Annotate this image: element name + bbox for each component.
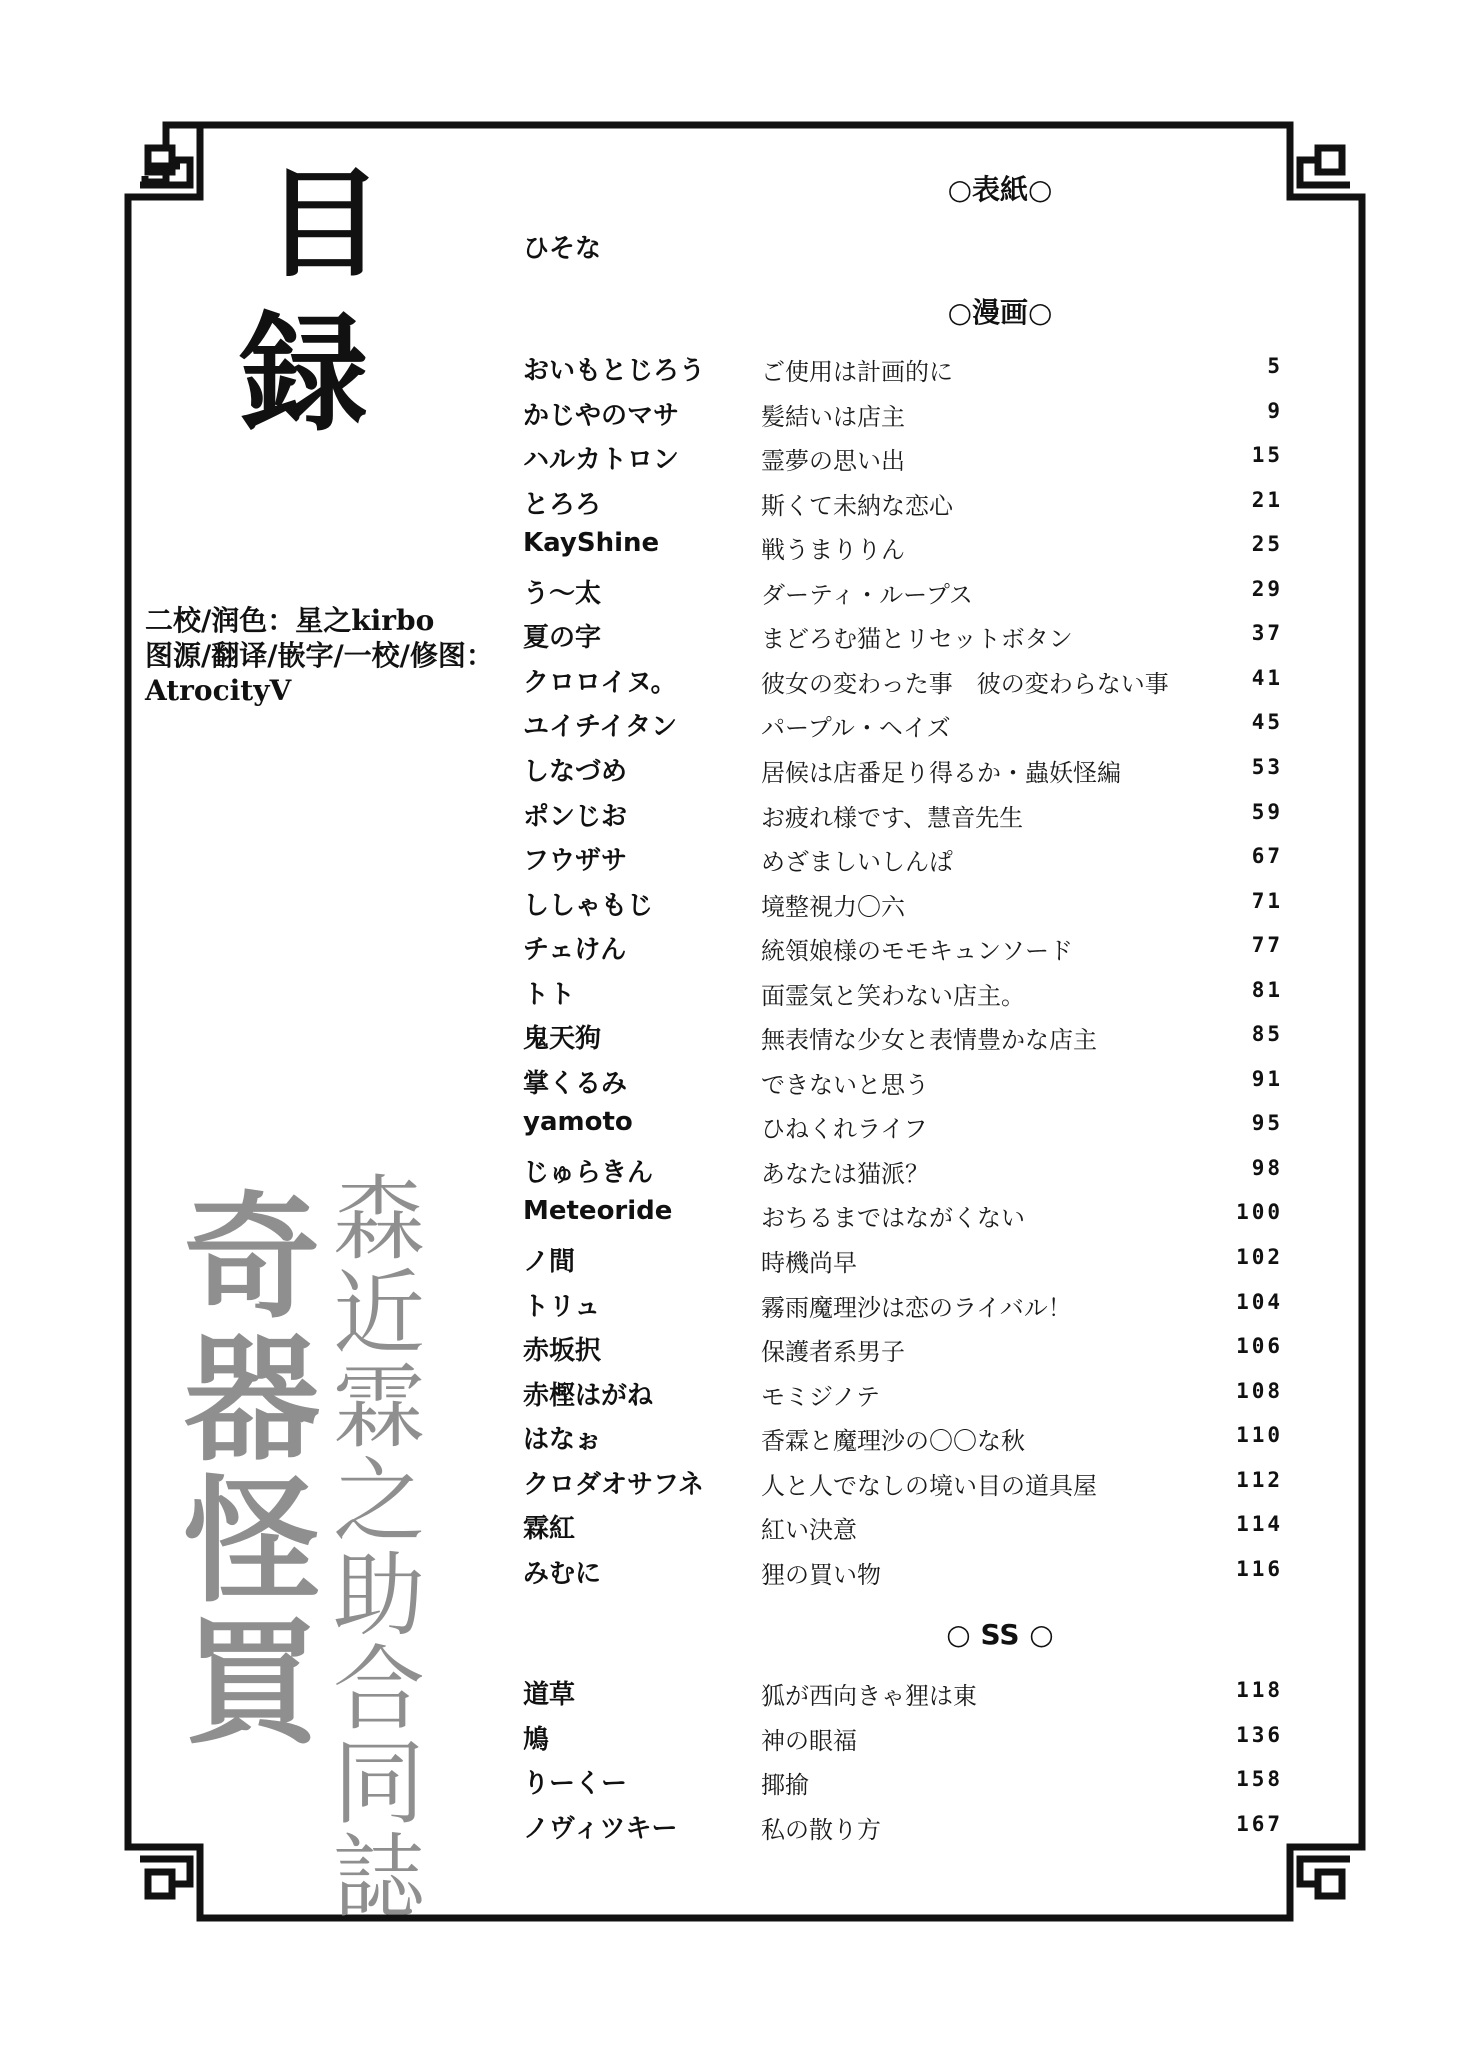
toc-entry xyxy=(523,1194,1283,1234)
toc-title: 香霖と魔理沙の〇〇な秋 xyxy=(761,1427,1025,1456)
credits-line-2: 图源/翻译/嵌字/一校/修图： xyxy=(145,639,494,672)
corner-square-bottom-right xyxy=(1318,1872,1342,1896)
toc-page-number: 95 xyxy=(1251,1111,1283,1136)
toc-entry xyxy=(523,1506,1283,1546)
toc-page-number: 71 xyxy=(1251,888,1283,913)
toc-author: Meteoride xyxy=(523,1196,673,1227)
toc-author: 鳩 xyxy=(523,1724,550,1755)
toc-entry xyxy=(523,1016,1283,1056)
toc-author: 掌くるみ xyxy=(523,1068,628,1099)
heading-char-2: 録 xyxy=(240,299,369,449)
toc-page-number: 158 xyxy=(1236,1767,1283,1792)
book-subtitle-vertical: 森近霖之助合同誌 xyxy=(318,1170,425,1922)
toc-title: 斯くて未納な恋心 xyxy=(761,491,953,520)
toc-author: おいもとじろう xyxy=(523,356,706,386)
toc-title: モミジノテ xyxy=(761,1382,881,1411)
toc-title: 霊夢の思い出 xyxy=(761,447,905,476)
toc-entry xyxy=(523,1150,1283,1190)
toc-page-number: 9 xyxy=(1267,398,1283,423)
toc-page-number: 45 xyxy=(1251,710,1283,735)
toc-author: りーくー xyxy=(523,1769,628,1800)
section-heading-cover: ○表紙○ xyxy=(947,173,1053,206)
toc-page-number: 41 xyxy=(1251,665,1283,690)
toc-page-number: 114 xyxy=(1236,1512,1283,1537)
toc-page-number: 53 xyxy=(1251,754,1283,779)
toc-page-number: 136 xyxy=(1236,1722,1283,1747)
toc-entry xyxy=(523,1373,1283,1413)
toc-author: 赤樫はがね xyxy=(523,1380,654,1411)
toc-entry xyxy=(523,838,1283,878)
toc-entry xyxy=(523,615,1283,655)
toc-title: 狸の買い物 xyxy=(761,1560,881,1589)
toc-author: はなぉ xyxy=(523,1425,602,1456)
toc-title: 揶揄 xyxy=(761,1771,809,1800)
toc-title: 狐が西向きゃ狸は東 xyxy=(761,1682,977,1710)
toc-page-number: 100 xyxy=(1236,1200,1283,1225)
toc-entry xyxy=(523,927,1283,967)
toc-title: できないと思う xyxy=(761,1070,929,1099)
toc-title: パープル・ヘイズ xyxy=(761,714,951,743)
toc-page-number: 59 xyxy=(1251,799,1283,824)
toc-page-number: 81 xyxy=(1251,977,1283,1002)
toc-author: う～太 xyxy=(523,578,602,609)
credits-line-3: AtrocityV xyxy=(145,674,292,707)
toc-title: 境整視力〇六 xyxy=(761,892,905,921)
toc-author: ハルカトロン xyxy=(523,445,680,476)
toc-entry xyxy=(523,1672,1283,1712)
toc-author: ノ間 xyxy=(523,1247,576,1277)
corner-square-bottom-left xyxy=(148,1872,172,1896)
toc-title: 保護者系男子 xyxy=(761,1338,905,1367)
toc-author: しなづめ xyxy=(523,756,628,787)
toc-entry xyxy=(523,1717,1283,1757)
toc-entry xyxy=(523,704,1283,744)
toc-page-number: 116 xyxy=(1236,1556,1283,1581)
toc-author: トリュ xyxy=(523,1291,601,1322)
toc-page-number: 5 xyxy=(1267,354,1283,378)
toc-title: 神の眼福 xyxy=(761,1726,857,1755)
toc-entry xyxy=(523,1061,1283,1101)
toc-page-number: 110 xyxy=(1236,1423,1283,1448)
toc-author: ユイチイタン xyxy=(523,712,678,743)
toc-title: 居候は店番足り得るか・蟲妖怪編 xyxy=(761,758,1121,787)
toc-author: 霖紅 xyxy=(523,1514,576,1545)
toc-title: 無表情な少女と表情豊かな店主 xyxy=(761,1026,1097,1055)
toc-page-number: 85 xyxy=(1251,1022,1283,1047)
toc-title: 髪結いは店主 xyxy=(761,402,905,431)
toc-entry xyxy=(523,749,1283,789)
toc-author: じゅらきん xyxy=(523,1157,654,1188)
toc-entry xyxy=(523,883,1283,923)
toc-page-number: 108 xyxy=(1236,1378,1283,1403)
toc-entry xyxy=(523,1806,1283,1846)
toc-author: ポンじお xyxy=(523,801,628,832)
credits-line-1: 二校/润色：星之kirbo xyxy=(145,604,435,637)
toc-author: クロロイヌ。 xyxy=(523,667,677,698)
toc-author: KayShine xyxy=(523,528,660,559)
toc-page-number: 106 xyxy=(1236,1334,1283,1359)
toc-title: 彼女の変わった事 彼の変わらない事 xyxy=(761,669,1169,698)
toc-page-number: 37 xyxy=(1251,621,1283,646)
toc-author: 道草 xyxy=(523,1680,576,1710)
section-heading-manga: ○漫画○ xyxy=(947,296,1053,329)
toc-entry xyxy=(523,571,1283,611)
toc-entry xyxy=(523,1284,1283,1324)
toc-title: ご使用は計画的に xyxy=(761,358,953,386)
toc-page-number: 167 xyxy=(1236,1811,1283,1836)
corner-square-top-right xyxy=(1318,148,1342,172)
toc-author: フウザサ xyxy=(523,846,628,877)
toc-author: チェけん xyxy=(523,935,627,966)
toc-page-number: 29 xyxy=(1251,576,1283,601)
toc-entry xyxy=(523,437,1283,477)
toc-title: お疲れ様です、慧音先生 xyxy=(761,803,1024,832)
toc-entry xyxy=(523,1239,1283,1279)
toc-title: まどろむ猫とリセットボタン xyxy=(761,625,1073,654)
toc-entry xyxy=(523,526,1283,566)
toc-author: ノヴィツキー xyxy=(523,1813,678,1844)
toc-entry xyxy=(523,1462,1283,1502)
toc-entry xyxy=(523,1761,1283,1801)
toc-title: 人と人でなしの境い目の道具屋 xyxy=(761,1471,1097,1500)
toc-author: かじやのマサ xyxy=(523,400,680,431)
toc-page-number: 112 xyxy=(1236,1467,1283,1492)
toc-title: あなたは猫派？ xyxy=(761,1159,929,1188)
toc-entry xyxy=(523,972,1283,1012)
toc-author: 鬼天狗 xyxy=(523,1024,602,1055)
toc-page-number: 91 xyxy=(1251,1066,1283,1091)
toc-author: みむに xyxy=(523,1558,602,1589)
toc-entry xyxy=(523,348,1283,388)
toc-title: 私の散り方 xyxy=(761,1815,881,1844)
toc-entry xyxy=(523,1417,1283,1457)
toc-page-number: 15 xyxy=(1251,443,1283,468)
heading-char-1: 目 xyxy=(265,154,384,293)
toc-entry xyxy=(523,794,1283,834)
toc-entry xyxy=(523,1328,1283,1368)
toc-title: 統領娘様のモモキュンソード xyxy=(761,937,1073,966)
toc-page-number: 98 xyxy=(1251,1155,1283,1180)
toc-author: 夏の字 xyxy=(523,623,602,654)
toc-page-number: 21 xyxy=(1251,487,1283,512)
toc-title: 戦うまりりん xyxy=(761,536,905,565)
toc-title: 時機尚早 xyxy=(761,1249,857,1277)
book-title-vertical: 奇器怪買 xyxy=(160,1185,320,1753)
toc-page-number: 67 xyxy=(1251,844,1283,869)
toc-entry xyxy=(523,482,1283,522)
toc-entry xyxy=(523,1551,1283,1591)
toc-entry xyxy=(523,660,1283,700)
toc-page-number: 118 xyxy=(1236,1678,1283,1702)
toc-page-number: 77 xyxy=(1251,933,1283,958)
toc-title: ひねくれライフ xyxy=(761,1115,928,1144)
toc-title: 面霊気と笑わない店主。 xyxy=(761,981,1025,1010)
toc-author: 赤坂択 xyxy=(523,1336,602,1367)
toc-author: とろろ xyxy=(523,489,602,520)
cover-author: ひそな xyxy=(523,234,602,264)
toc-entry xyxy=(523,393,1283,433)
toc-page-number: 102 xyxy=(1236,1245,1283,1269)
toc-title: ダーティ・ループス xyxy=(761,580,973,609)
toc-title: 霧雨魔理沙は恋のライバル！ xyxy=(761,1293,1072,1322)
toc-author: yamoto xyxy=(523,1107,633,1138)
toc-author: トト xyxy=(523,979,576,1010)
toc-author: クロダオサフネ xyxy=(523,1469,704,1500)
section-heading-ss: ○ SS ○ xyxy=(946,1618,1054,1651)
scanlation-credits xyxy=(145,603,494,708)
toc-page-number: 25 xyxy=(1251,532,1283,557)
toc-title: 紅い決意 xyxy=(761,1516,857,1545)
toc-title: めざましいしんぱ xyxy=(761,848,953,877)
toc-entry xyxy=(523,1105,1283,1145)
toc-page-number: 104 xyxy=(1236,1289,1283,1314)
toc-author: ししゃもじ xyxy=(523,890,654,921)
toc-title: おちるまではながくない xyxy=(761,1204,1025,1233)
